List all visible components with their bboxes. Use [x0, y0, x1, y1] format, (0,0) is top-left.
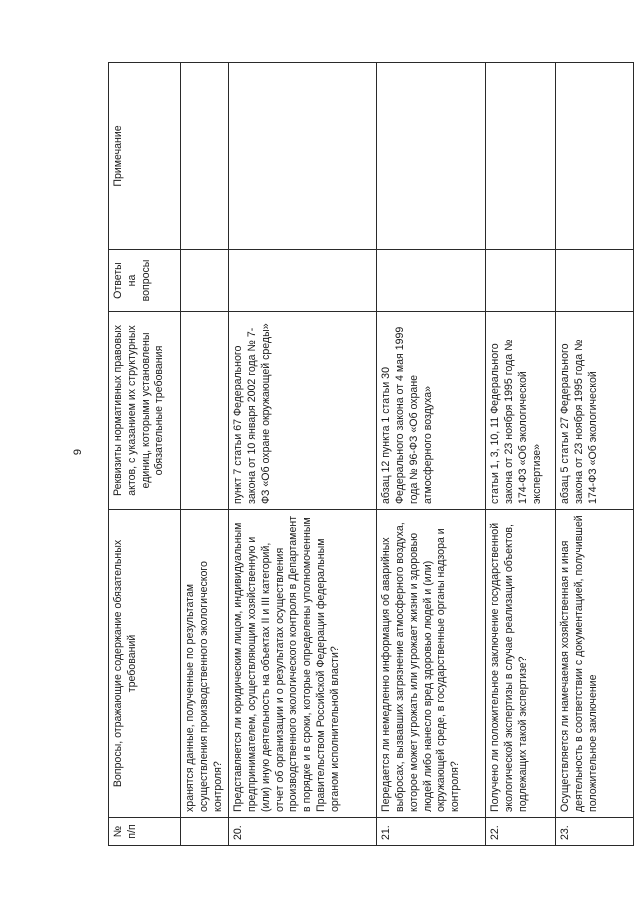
table-row	[486, 63, 556, 846]
row-requisites: статьи 1, 3, 10, 11 Федерального закона от 23 ноября 1995 года № 174-ФЗ «Об экологической экспертизе»	[486, 312, 556, 510]
row-requisites: пункт 7 статьи 67 Федерального закона от 10 января 2002 года № 7-ФЗ «Об охране окружающей среды»	[229, 312, 377, 510]
header-note: Примечание	[109, 63, 181, 250]
row-number: 22.	[486, 818, 556, 846]
row-number	[181, 818, 229, 846]
table-row	[181, 63, 229, 846]
table-row	[229, 63, 377, 846]
row-note	[486, 63, 556, 250]
row-requisites: абзац 12 пункта 1 статьи 30 Федерального закона от 4 мая 1999 года № 96-ФЗ «Об охране атмосферного воздуха»	[377, 312, 486, 510]
row-note	[229, 63, 377, 250]
row-answer	[377, 250, 486, 312]
rotated-table-container	[108, 62, 628, 846]
row-answer	[229, 250, 377, 312]
row-answer	[486, 250, 556, 312]
row-question: Получено ли положительное заключение государственной экологической экспертизы в случае реализации объектов, подлежащих такой экспертизе?	[486, 510, 556, 818]
row-number: 23.	[556, 818, 634, 846]
header-number: № п/п	[109, 818, 181, 846]
header-answers: Ответы на вопросы	[109, 250, 181, 312]
table-header-row	[109, 63, 181, 846]
table-row	[377, 63, 486, 846]
row-requisites: абзац 5 статьи 27 Федерального закона от 23 ноября 1995 года № 174-ФЗ «Об экологической	[556, 312, 634, 510]
header-requisites: Реквизиты нормативных правовых актов, с указанием их структурных единиц, которыми установлены обязательные требования	[109, 312, 181, 510]
row-number: 20.	[229, 818, 377, 846]
header-question: Вопросы, отражающие содержание обязательных требований	[109, 510, 181, 818]
row-note	[556, 63, 634, 250]
table-row	[556, 63, 634, 846]
row-requisites	[181, 312, 229, 510]
row-number: 21.	[377, 818, 486, 846]
row-question: Представляется ли юридическим лицом, индивидуальным предпринимателем, осуществляющим хозяйственную и (или) иную деятельность на объектах II и III категорий, отчет об организации и о результатах осуществления производственного экологического контроля в Департамент в порядке и в сроки, которые определены уполномоченным Правительством Российской Федерации федеральным органом исполнительной власти?	[229, 510, 377, 818]
row-question: Осуществляется ли намечаемая хозяйственная и иная деятельность в соответствии с документацией, получившей положительное заключение	[556, 510, 634, 818]
requirements-table	[108, 62, 634, 846]
row-note	[377, 63, 486, 250]
row-note	[181, 63, 229, 250]
page-number: 9	[72, 448, 84, 456]
row-answer	[556, 250, 634, 312]
row-answer	[181, 250, 229, 312]
row-question: Передается ли немедленно информация об аварийных выбросах, вызвавших загрязнение атмосферного воздуха, которое может угрожать или угрожает жизни и здоровью людей либо нанесло вред здоровью людей и (или) окружающей среде, в государственные органы надзора и контроля?	[377, 510, 486, 818]
row-question: хранятся данные, полученные по результатам осуществления производственного экологического контроля?	[181, 510, 229, 818]
